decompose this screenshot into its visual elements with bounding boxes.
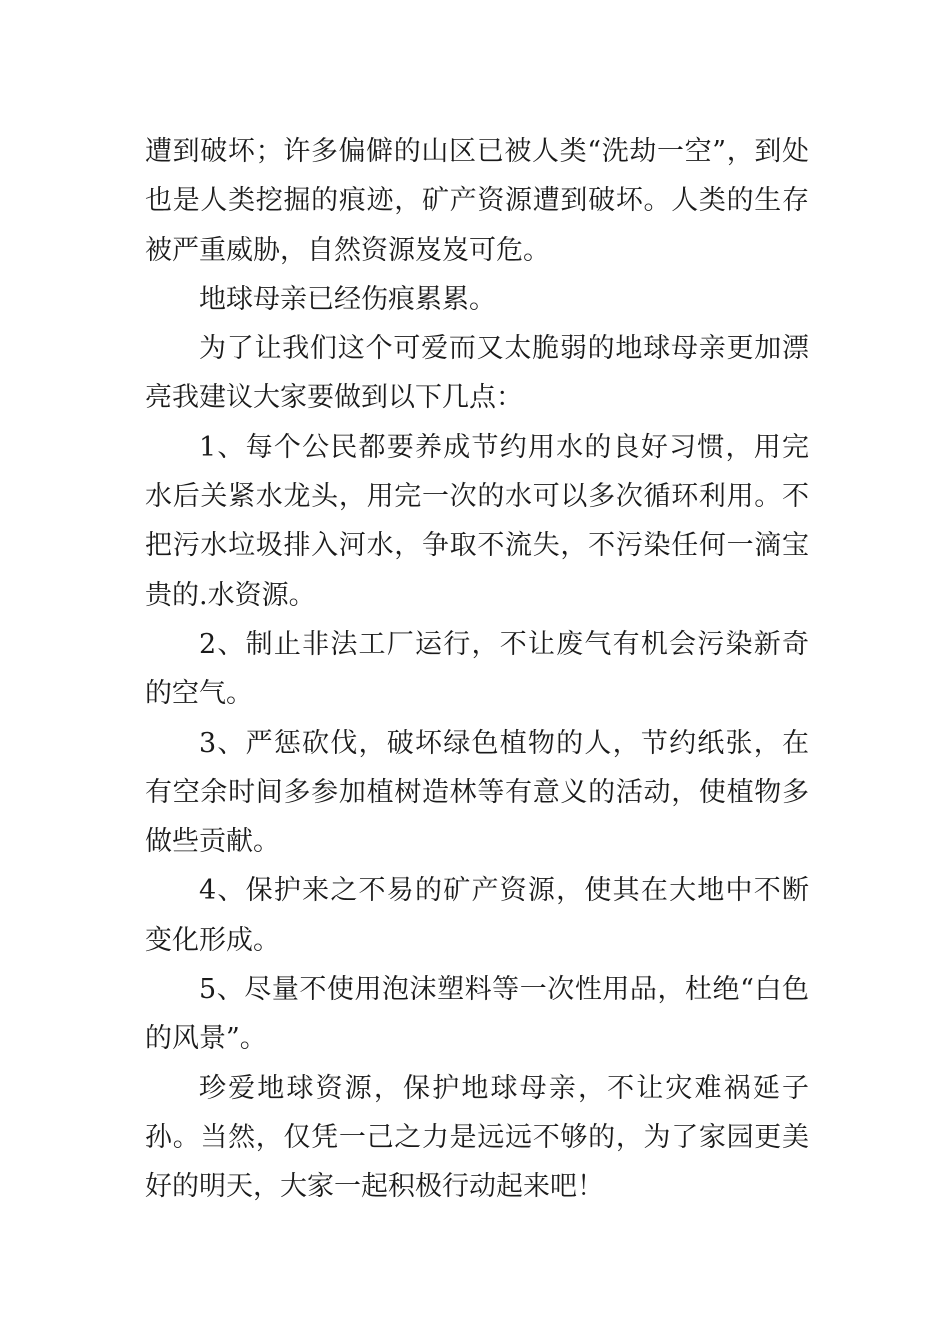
- paragraph-item-1: 1、每个公民都要养成节约用水的良好习惯，用完水后关紧水龙头，用完一次的水可以多次循环利用。不把污水垃圾排入河水，争取不流失，不污染任何一滴宝贵的.水资源。: [145, 431, 809, 611]
- paragraph-item-2: 2、制止非法工厂运行，不让废气有机会污染新奇的空气。: [145, 628, 809, 710]
- paragraph-item-5: 5、尽量不使用泡沫塑料等一次性用品，杜绝“白色的风景”。: [145, 974, 809, 1055]
- paragraph-item-3: 3、严惩砍伐，破坏绿色植物的人，节约纸张，在有空余时间多参加植树造林等有意义的活动，使植物多做些贡献。: [145, 727, 809, 858]
- paragraph-conclusion: 珍爱地球资源，保护地球母亲，不让灾难祸延子孙。当然，仅凭一己之力是远远不够的，为了家园更美好的明天，大家一起积极行动起来吧！: [145, 1072, 809, 1203]
- paragraph-continued: 遭到破坏；许多偏僻的山区已被人类“洗劫一空”，到处也是人类挖掘的痕迹，矿产资源遭到破坏。人类的生存被严重威胁，自然资源岌岌可危。: [145, 136, 809, 266]
- paragraph-item-4: 4、保护来之不易的矿产资源，使其在大地中不断变化形成。: [145, 875, 809, 956]
- document-body: [145, 127, 809, 1212]
- paragraph-suggestions-intro: 为了让我们这个可爱而又太脆弱的地球母亲更加漂亮我建议大家要做到以下几点：: [145, 333, 809, 414]
- paragraph-earth-scarred: 地球母亲已经伤痕累累。: [199, 283, 496, 315]
